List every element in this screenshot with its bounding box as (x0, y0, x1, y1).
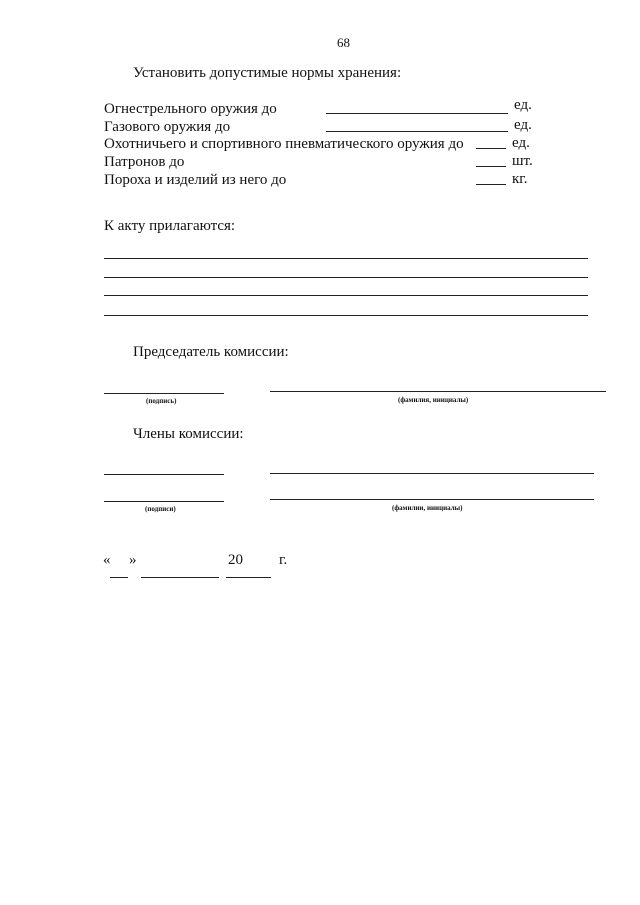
date-year-blank (226, 577, 271, 578)
chairman-signature-caption: (подпись) (146, 397, 177, 405)
storage-item-blank (476, 184, 506, 185)
date-year-suffix: г. (279, 552, 288, 568)
member-signature-line (104, 474, 224, 475)
chairman-heading: Председатель комиссии: (133, 344, 289, 360)
storage-item-unit: шт. (512, 153, 533, 169)
date-day-blank (110, 577, 128, 578)
page-number: 68 (337, 35, 350, 50)
storage-item-label: Пороха и изделий из него до (104, 172, 287, 188)
member-signature-line (104, 501, 224, 502)
members-heading: Члены комиссии: (133, 426, 244, 442)
attachment-line (104, 277, 588, 278)
chairman-signature-line (104, 393, 224, 394)
storage-item-unit: кг. (512, 171, 528, 187)
storage-item-label: Огнестрельного оружия до (104, 101, 277, 117)
members-name-caption: (фамилии, инициалы) (392, 504, 463, 512)
member-name-line (270, 473, 594, 474)
attachment-line (104, 258, 588, 259)
date-year-prefix: 20 (228, 552, 243, 568)
attachments-heading: К акту прилагаются: (104, 218, 236, 234)
attachment-line (104, 315, 588, 316)
member-name-line (270, 499, 594, 500)
date-open-quote: « (103, 552, 111, 568)
attachment-line (104, 295, 588, 296)
date-month-blank (141, 577, 219, 578)
members-signature-caption: (подписи) (145, 505, 176, 513)
storage-item-blank (476, 148, 506, 149)
storage-item-blank (326, 131, 508, 132)
chairman-name-line (270, 391, 606, 392)
storage-item-unit: ед. (514, 117, 532, 133)
storage-item-unit: ед. (512, 135, 530, 151)
storage-item-label: Патронов до (104, 154, 185, 170)
storage-item-label: Охотничьего и спортивного пневматического оружия до (104, 136, 464, 152)
storage-item-label: Газового оружия до (104, 119, 231, 135)
storage-item-unit: ед. (514, 97, 532, 113)
date-close-quote: » (129, 552, 137, 568)
chairman-name-caption: (фамилия, инициалы) (398, 396, 469, 404)
storage-heading: Установить допустимые нормы хранения: (133, 65, 402, 81)
storage-item-blank (476, 166, 506, 167)
storage-item-blank (326, 113, 508, 114)
